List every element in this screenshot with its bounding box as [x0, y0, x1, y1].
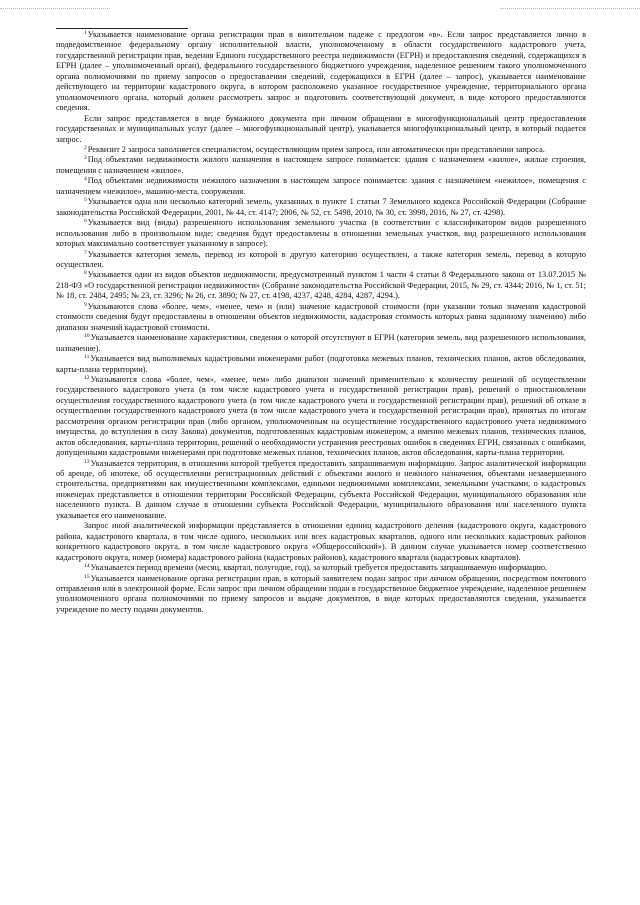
footnote-mark: 14: [84, 563, 90, 570]
footnote-text: Указывается период времени (месяц, квартал, полугодие, год), за который требуется предоставить запрашиваемую информацию.: [90, 563, 548, 573]
footnote-mark: 5: [84, 197, 87, 204]
footnote-text: Под объектами недвижимости жилого назначения в настоящем запросе понимается: здания с назначением «жилое», жилые строения, помещения с назначением «жилое».: [56, 155, 586, 175]
footnote-mark: 2: [84, 144, 87, 151]
footnote-mark: 4: [84, 176, 87, 183]
footnote-text: Если запрос представляется в виде бумажного документа при личном обращении в многофункциональный центр предоставления государственных и муниципальных услуг (далее – многофункциональный центр), указывается многофункциональный центр, в который подается запрос.: [56, 113, 586, 144]
footnote-mark: 9: [84, 301, 87, 308]
footnote-text: Реквизит 2 запроса заполняется специалистом, осуществляющим прием запроса, или автоматически при представлении запроса.: [87, 144, 545, 154]
footnote-1: [56, 30, 586, 114]
footnote-text: Указывается наименование органа регистрации прав, в который заявителем подан запрос при личном обращении, посредством почтового отправления или в электронной форме. Если запрос при личном обращении подан в государственное бюджетное учреждение, наделенное решением уполномоченного органа полномочиями по приему запросов и выдаче документов, в виде которых предоставляются сведения, указывается учреждение по месту подачи документов.: [56, 573, 586, 614]
footnote-continuation: [56, 114, 586, 145]
footnote-text: Указывается одна или несколько категорий земель, указанных в пункте 1 статьи 7 Земельного кодекса Российской Федерации (Собрание законодательства Российской Федерации, 2001, № 44, ст. 4147; 2006, № 52, ст. 5498, 2010, № 30, ст. 3998, 2016, № 27, ст. 4298).: [56, 197, 586, 217]
footnote-text: Указывается территория, в отношении которой требуется предоставить запрашиваемую информацию. Запрос аналитической информации об аренде, об ипотеке, об осуществлении регистрационных действий с объектами жилого и нежилого назначения, объектами незавершенного строительства, предприятиями как имущественными комплексами, едиными недвижимыми комплексами, земельными участками, о кадастровых инженерах представляется в отношении территории Российской Федерации, субъекта Российской Федерации, муниципального образования или населенного пункта. В данном случае в отношении субъекта Российской Федерации, муниципального образования или населенного пункта указывается его наименование.: [56, 458, 586, 520]
footnote-mark: 7: [84, 249, 87, 256]
footnote-4: [56, 176, 586, 197]
footnote-2: [56, 145, 586, 155]
footnote-7: [56, 250, 586, 271]
footnote-11: [56, 354, 586, 375]
footnote-mark: 1: [84, 30, 87, 36]
scan-border-top-right: [500, 8, 640, 9]
footnote-continuation: [56, 521, 586, 563]
footnote-5: [56, 197, 586, 218]
footnote-separator: [56, 28, 188, 29]
footnote-text: Указывается категория земель, перевод из которой в другую категорию осуществлен, а также категория земель, перевод в которую осуществлен.: [56, 249, 586, 269]
footnotes-list: [56, 30, 586, 615]
footnote-text: Под объектами недвижимости нежилого назначения в настоящем запросе понимается: здания с назначением «нежилое», помещения с назначением «нежилое», машино-места, сооружения.: [56, 176, 586, 196]
footnote-text: Указываются слова «более, чем», «менее, чем» и (или) значение кадастровой стоимости (при указании только значения кадастровой стоимости сведения будут предоставлены в отношении объектов недвижимости, кадастровая стоимость которых равна заданному значению) либо диапазон значений кадастровой стоимости.: [56, 301, 586, 332]
footnote-mark: 10: [84, 333, 90, 340]
footnote-mark: 15: [84, 573, 90, 580]
footnote-mark: 6: [84, 218, 87, 225]
footnote-10: [56, 333, 586, 354]
footnote-text: Запрос иной аналитической информации представляется в отношении единиц кадастрового деления (кадастрового округа, кадастрового района, кадастрового квартала, в том числе одного, нескольких или всех кадастровых кварталов, одного или нескольких кадастровых районов конкретного кадастрового округа, в том числе кадастрового округа «Общероссийский»). В данном случае указывается номер соответственно кадастрового округа, номер (номера) кадастрового района (кадастровых районов), кадастрового квартала (кадастровых кварталов).: [56, 521, 586, 562]
footnote-text: Указывается один из видов объектов недвижимости, предусмотренный пунктом 1 части 4 статьи 8 Федерального закона от 13.07.2015 № 218-ФЗ «О государственной регистрации недвижимости» (Собрание законодательства Российской Федерации, 2015, № 29, ст. 4344; 2016, № 1, ст. 51; № 18, ст. 2484, 2495; № 23, ст. 3296; № 26, ст. 3890; № 27, ст. 4198, 4237, 4248, 4284, 4287, 4294.).: [56, 270, 586, 301]
scan-border-top-left: [0, 8, 110, 9]
footnote-15: [56, 574, 586, 616]
footnote-8: [56, 270, 586, 301]
footnote-13: [56, 459, 586, 522]
footnote-3: [56, 155, 586, 176]
footnotes-page: [56, 28, 586, 615]
footnote-mark: 11: [84, 354, 90, 361]
footnote-text: Указывается наименование характеристики, сведения о которой отсутствуют в ЕГРН (категория земель, вид разрешенного использования, назначение).: [56, 333, 586, 353]
footnote-9: [56, 302, 586, 333]
footnote-text: Указывается вид выполняемых кадастровыми инженерами работ (подготовка межевых планов, технических планов, актов обследования, карты-плана территории).: [56, 354, 586, 374]
footnote-mark: 3: [84, 155, 87, 162]
footnote-text: Указывается вид (виды) разрешенного использования земельного участка (в соответствии с классификатором видов разрешенного использования либо в произвольном виде; сведения будут предоставлены в отношении земельных участков, вид разрешенного использования которых максимально соответствует указанному в запросе).: [56, 218, 586, 249]
footnote-12: [56, 375, 586, 459]
footnote-mark: 8: [84, 270, 87, 277]
footnote-mark: 12: [84, 374, 90, 381]
footnote-14: [56, 563, 586, 573]
footnote-text: Указывается наименование органа регистрации прав в винительном падеже с предлогом «в». Если запрос представляется лично в подведомственное федеральному органу исполнительной власти, уполномоченному в области государственного кадастрового учета, государственной регистрации прав, ведения Единого государственного реестра недвижимости (ЕГРН) и предоставления сведений, содержащихся в ЕГРН (далее – уполномоченный орган), федерального государственного бюджетного учреждения, наделенное решением такого уполномоченного органа полномочиями по приему запросов о предоставлении сведений, содержащихся в ЕГРН (далее – запрос), указывается наименование действующего на территории кадастрового округа, в котором расположено указанное государственное учреждение, территориального органа уполномоченного органа, который должен рассмотреть запрос и подготовить соответствующий документ, в виде которого предоставляются сведения.: [56, 30, 586, 113]
footnote-6: [56, 218, 586, 249]
footnote-mark: 13: [84, 458, 90, 465]
footnote-text: Указываются слова «более, чем», «менее, чем» либо диапазон значений применительно к количеству решений об осуществлении государственного кадастрового учета (в том числе кадастрового учета и государственной регистрации прав), решений о приостановлении осуществления государственного кадастрового учета (в том числе кадастрового учета и государственной регистрации прав), решений об отказе в осуществлении государственного кадастрового учета (в том числе кадастрового учета и государственной регистрации прав), принятых по итогам рассмотрения органом регистрации прав (либо органом, уполномоченным на осуществление государственного кадастрового учета недвижимого имущества, до вступления в силу Закона) документов, подготовленных кадастровым инженером, а именно межевых планов, технических планов, актов обследования, карты-плана территории, решений о необходимости устранения реестровых ошибок в сведениях ЕГРН, связанных с ошибками, допущенными кадастровыми инженерами при подготовке межевых планов, технических планов, актов обследования, карты-плана территории.: [56, 374, 586, 458]
